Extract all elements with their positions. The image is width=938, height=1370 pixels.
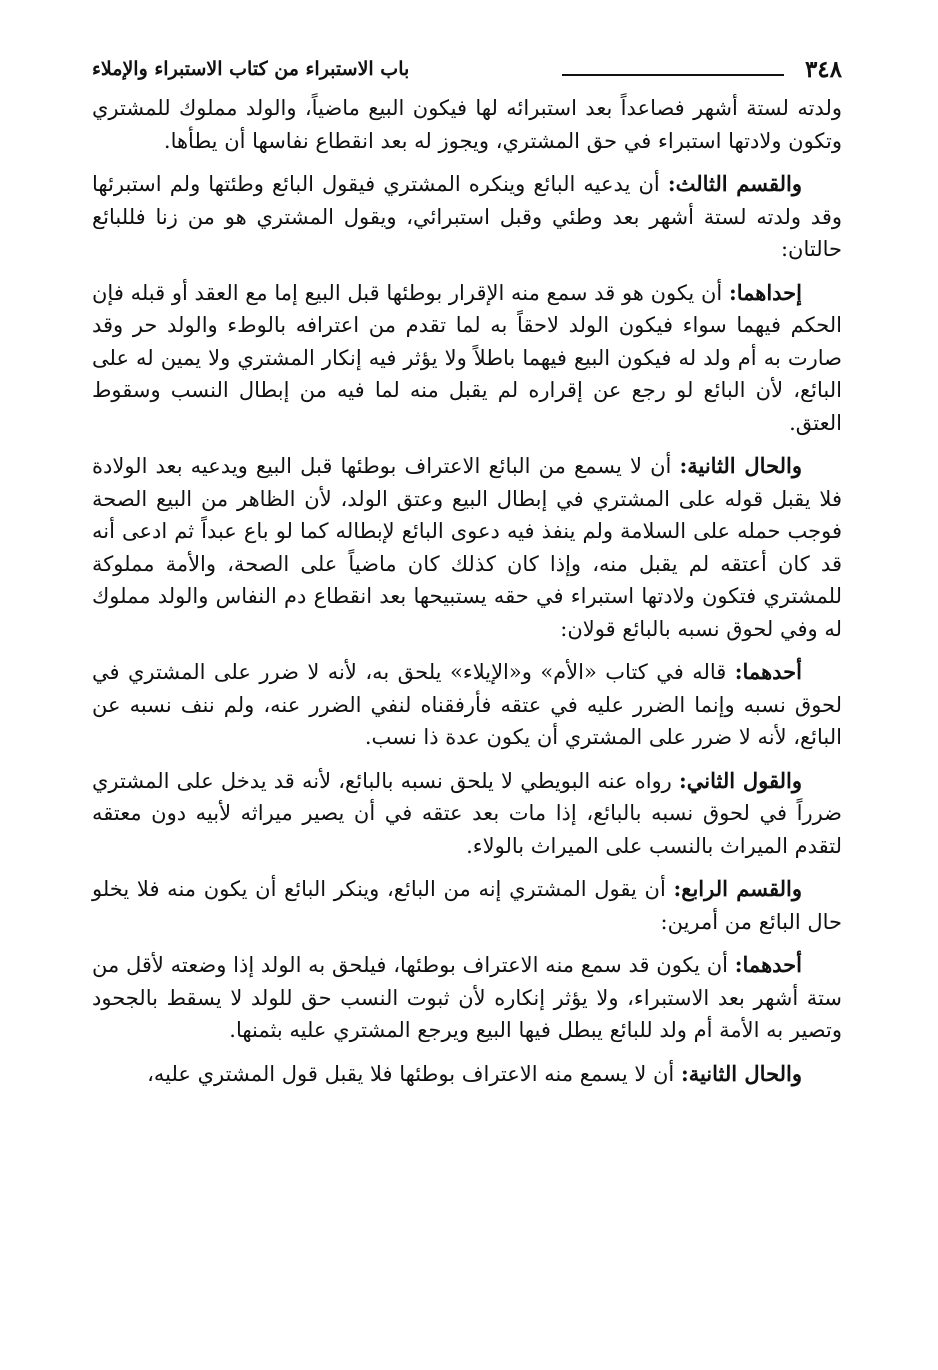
paragraph-continuation bbox=[92, 92, 842, 157]
running-header bbox=[92, 52, 842, 86]
paragraph-lead: والحال الثانية: bbox=[679, 453, 802, 478]
paragraph-second-case-b bbox=[92, 1058, 842, 1091]
paragraph-text: أن يدعيه البائع وينكره المشتري فيقول البائع وطئتها ولم استبرئها وقد ولدته لستة أشهر بعد وطئي وقبل استبرائي، ويقول المشتري هو من زنا فللبائع حالتان: bbox=[92, 172, 842, 261]
paragraph-lead: أحدهما: bbox=[734, 952, 802, 977]
paragraph-first-case-b bbox=[92, 949, 842, 1047]
paragraph-second-opinion bbox=[92, 765, 842, 863]
paragraph-first-opinion bbox=[92, 656, 842, 754]
paragraph-lead: والقسم الثالث: bbox=[667, 171, 802, 196]
header-rule bbox=[562, 74, 784, 76]
running-title: باب الاستبراء من كتاب الاستبراء والإملاء bbox=[92, 58, 410, 80]
paragraph-lead: والقول الثاني: bbox=[679, 767, 802, 793]
paragraph-third-section bbox=[92, 168, 842, 266]
paragraph-second-case bbox=[92, 450, 842, 645]
paragraph-text: أن يقول المشتري إنه من البائع، وينكر البائع أن يكون منه فلا يخلو حال البائع من أمرين: bbox=[92, 877, 842, 934]
paragraph-text: أن لا يسمع منه الاعتراف بوطئها فلا يقبل قول المشتري عليه، bbox=[147, 1061, 681, 1086]
page-number: ٣٤٨ bbox=[804, 56, 842, 83]
book-page bbox=[92, 52, 842, 1101]
paragraph-lead: والقسم الرابع: bbox=[673, 876, 802, 901]
paragraph-first-case bbox=[92, 277, 842, 440]
paragraph-text: قاله في كتاب «الأم» و«الإيلاء» يلحق به، لأنه لا ضرر على المشتري في لحوق نسبه وإنما الضرر عليه في عتقه فأرفقناه لنفي الضرر عنه، ولم ننف نسبه عن البائع، لأنه لا ضرر على المشتري أن يكون عدة ذا نسب. bbox=[92, 660, 842, 749]
paragraph-lead: إحداهما: bbox=[728, 279, 802, 305]
paragraph-fourth-section bbox=[92, 873, 842, 938]
paragraph-text: رواه عنه البويطي لا يلحق نسبه بالبائع، لأنه قد يدخل على المشتري ضرراً في لحوق نسبه بالبائع، إذا مات بعد عتقه في أن يصير ميراثه لأبيه دون معتقه لتقدم الميراث بالنسب على الميراث بالولاء. bbox=[92, 768, 842, 858]
paragraph-text: أن لا يسمع من البائع الاعتراف بوطئها قبل البيع ويدعيه بعد الولادة فلا يقبل قوله على المشتري في إبطال البيع وعتق الولد، لأن الظاهر من البيع الصحة فوجب حمله على السلامة ولم ينفذ فيه دعوى البائع لإبطاله كما لو باع عبداً ثم ادعى أنه قد كان أعتقه لم يقبل منه، وإذا كان كذلك كان ماضياً على الصحة، والأمة مملوكة للمشتري فتكون ولادتها استبراء في حقه يستبيحها بعد انقطاع دم النفاس والولد مملوك له وفي لحوق نسبه بالبائع قولان: bbox=[92, 454, 842, 641]
paragraph-text: أن يكون هو قد سمع منه الإقرار بوطئها قبل البيع إما مع العقد أو قبله فإن الحكم فيهما سواء فيكون الولد لاحقاً به لما تقدم من اعترافه بالوطء والولد حر وقد صارت به أم ولد له فيكون البيع فيهما باطلاً ولا يؤثر فيه إنكار المشتري ولا يمين له على البائع، لأن البائع لو رجع عن إقراره لم يقبل منه لما فيه من إبطال النسب وسقوط العتق. bbox=[92, 280, 842, 435]
paragraph-lead: أحدهما: bbox=[734, 659, 802, 684]
paragraph-text: ولدته لستة أشهر فصاعداً بعد استبرائه لها فيكون البيع ماضياً، والولد مملوك للمشتري وتكون ولادتها استبراء في حق المشتري، ويجوز له بعد انقطاع نفاسها أن يطأها. bbox=[92, 96, 842, 153]
paragraph-text: أن يكون قد سمع منه الاعتراف بوطئها، فيلحق به الولد إذا وضعته لأقل من ستة أشهر بعد الاستبراء، ولا يؤثر إنكاره لأن ثبوت النسب حق للولد لا يسقط بالجحود وتصير به الأمة أم ولد للبائع يبطل فيها البيع ويرجع المشتري عليه بثمنها. bbox=[92, 953, 842, 1042]
paragraph-lead: والحال الثانية: bbox=[680, 1060, 802, 1086]
